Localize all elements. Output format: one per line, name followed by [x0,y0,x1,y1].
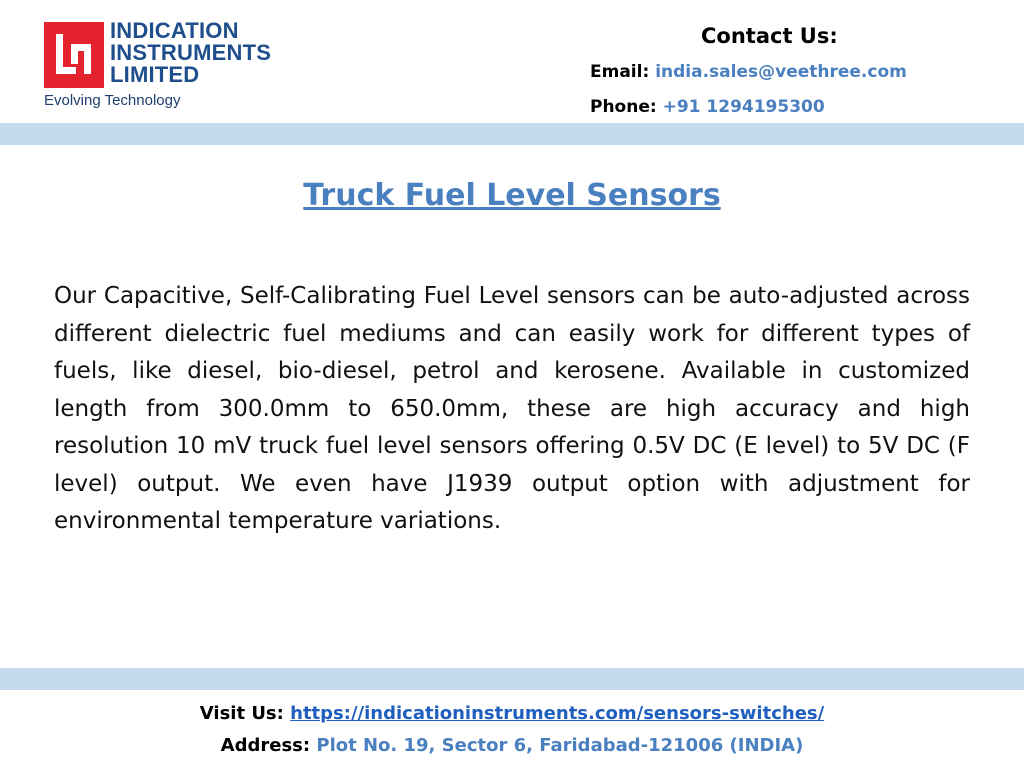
phone-label: Phone: [590,97,657,117]
body-paragraph: Our Capacitive, Self-Calibrating Fuel Level sensors can be auto-adjusted across different dielectric fuel mediums and can easily work for different types of fuels, like diesel, bio-diesel, petrol and kerosene. Available in customized length from 300.0mm to 650.0mm, these are high accuracy and high resolution 10 mV truck fuel level sensors offering 0.5V DC (E level) to 5V DC (F level) output. We even have J1939 output option with adjustment for environmental temperature variations. [54,283,970,534]
logo-company-name [110,20,271,86]
phone-value[interactable]: +91 1294195300 [662,97,825,117]
email-label: Email: [590,62,650,82]
logo-mark-icon [44,22,104,88]
logo-tagline: Evolving Technology [44,92,181,109]
contact-email [590,62,907,82]
email-value[interactable]: india.sales@veethree.com [655,62,907,82]
visit-label: Visit Us: [199,703,284,724]
footer-address [0,730,1024,762]
visit-link[interactable]: https://indicationinstruments.com/sensors-switches/ [290,703,825,724]
address-value: Plot No. 19, Sector 6, Faridabad-121006 (INDIA) [316,735,804,756]
footer [0,698,1024,762]
header-divider-band [0,123,1024,145]
footer-divider-band [0,668,1024,690]
logo-name-line: INDICATION [110,18,239,43]
logo-name-line: LIMITED [110,62,200,87]
contact-title: Contact Us: [701,24,838,48]
page-title[interactable]: Truck Fuel Level Sensors [303,178,721,213]
logo-name-line: INSTRUMENTS [110,40,272,65]
footer-visit [0,698,1024,730]
address-label: Address: [220,735,311,756]
contact-phone [590,97,825,117]
company-logo [44,20,304,115]
